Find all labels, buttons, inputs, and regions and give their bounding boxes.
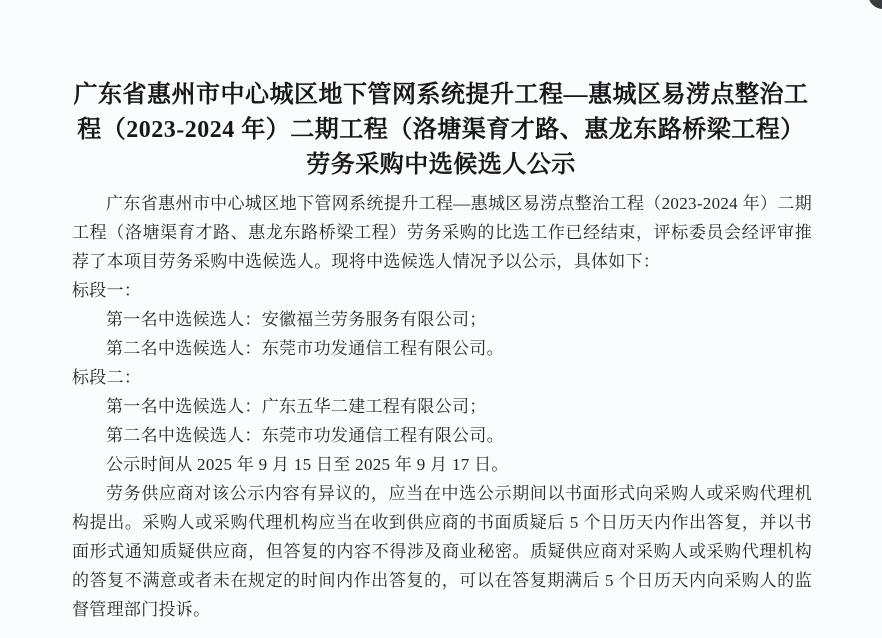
- title-line-1: 广东省惠州市中心城区地下管网系统提升工程—惠城区易涝点整治工: [73, 82, 809, 108]
- objection-paragraph: 劳务供应商对该公示内容有异议的，应当在中选公示期间以书面形式向采购人或采购代理机构提出。采购人或采购代理机构应当在收到供应商的书面质疑后 5 个日历天内作出答复，并以书面形式通知质疑供应商，但答复的内容不得涉及商业秘密。质疑供应商对采购人或采购代理机构的答复不满意或者未在规定的时间内作出答复的，可以在答复期满后 5 个日历天内向采购人的监督管理部门投诉。: [72, 484, 812, 619]
- title-line-3: 劳务采购中选候选人公示: [306, 152, 576, 178]
- section-1-candidate-2: 第二名中选候选人：东莞市功发通信工程有限公司。: [106, 339, 504, 358]
- section-2-candidate-2: 第二名中选候选人：东莞市功发通信工程有限公司。: [106, 426, 504, 445]
- section-1-candidate-1: 第一名中选候选人：安徽福兰劳务服务有限公司；: [106, 310, 487, 329]
- document-body: [72, 189, 812, 624]
- section-2-candidate-1: 第一名中选候选人：广东五华二建工程有限公司；: [106, 397, 487, 416]
- publicity-period: 公示时间从 2025 年 9 月 15 日至 2025 年 9 月 17 日。: [106, 455, 509, 474]
- section-2-label: 标段二：: [72, 368, 142, 387]
- section-1-label: 标段一：: [72, 281, 142, 300]
- intro-paragraph: 广东省惠州市中心城区地下管网系统提升工程—惠城区易涝点整治工程（2023-2024 年）二期工程（洛塘渠育才路、惠龙东路桥梁工程）劳务采购的比选工作已经结束，评标委员会经评审推荐了本项目劳务采购中选候选人。现将中选候选人情况予以公示，具体如下：: [72, 194, 812, 271]
- document-title: [58, 78, 824, 183]
- title-line-2: 程（2023-2024 年）二期工程（洛塘渠育才路、惠龙东路桥梁工程）: [77, 117, 805, 143]
